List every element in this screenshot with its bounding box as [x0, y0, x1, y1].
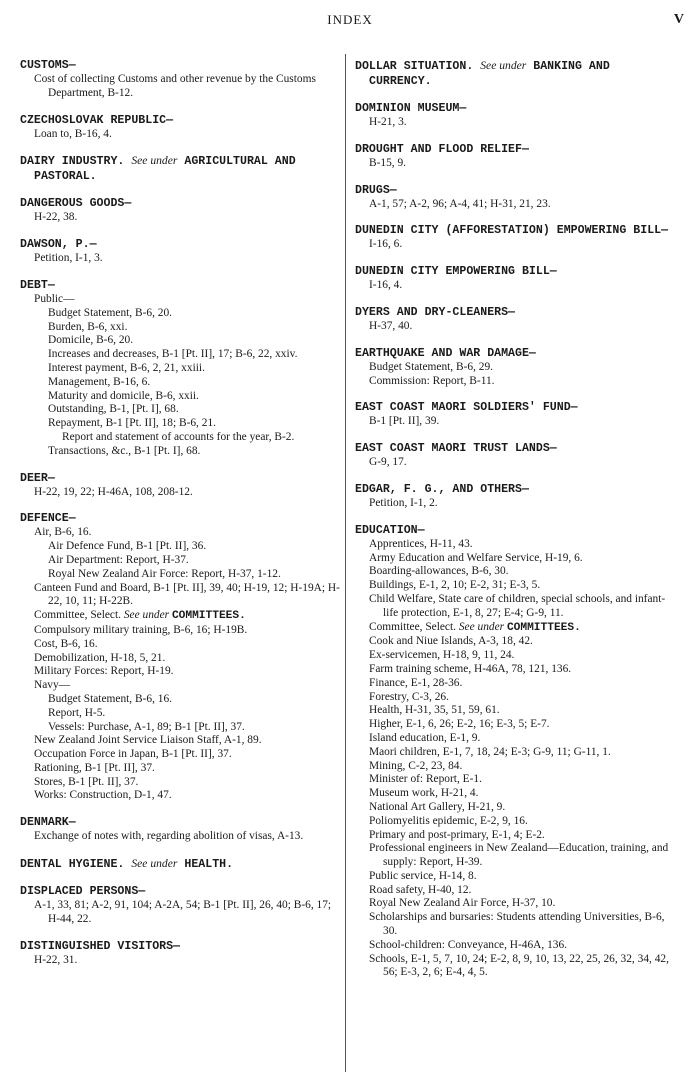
index-entry [355, 482, 675, 511]
subentry-text: A-1, 33, 81; A-2, 91, 104; A-2A, 54; B-1 [Pt. II], 26, 40; B-6, 17; H-44, 22. [34, 899, 332, 925]
subentry-text: Health, H-31, 35, 51, 59, 61. [369, 704, 500, 717]
subentry-text: Burden, B-6, xxi. [48, 320, 128, 333]
index-subentry [355, 732, 675, 746]
index-entry [355, 523, 675, 981]
index-subentry [20, 954, 340, 968]
index-subentry [20, 899, 340, 927]
subentry-text: Navy— [34, 679, 71, 692]
index-subentry [20, 293, 340, 307]
index-heading-text: DAIRY INDUSTRY. [20, 155, 125, 169]
subentry-text: Canteen Fund and Board, B-1 [Pt. II], 39, 40; H-19, 12; H-19A; H-22, 10, 11; H-22B. [34, 581, 340, 608]
column-divider [345, 54, 346, 1072]
index-heading [20, 58, 340, 73]
index-subentry [20, 252, 340, 266]
index-heading-text: DAWSON, P.— [20, 238, 97, 252]
index-heading [355, 264, 675, 279]
index-entry [20, 815, 340, 844]
index-heading [355, 441, 675, 456]
index-entry [20, 113, 340, 142]
subentry-text: Forestry, C-3, 26. [369, 690, 449, 703]
index-subentry [355, 456, 675, 470]
index-subentry [20, 776, 340, 790]
index-subentry [20, 445, 340, 459]
index-entry [20, 511, 340, 803]
subentry-text: H-22, 19, 22; H-46A, 108, 208-12. [34, 485, 193, 498]
index-subentry [355, 116, 675, 130]
see-under-note: See under [123, 609, 170, 622]
index-entry [355, 305, 675, 334]
index-heading-text: DENTAL HYGIENE. [20, 858, 125, 872]
subentry-text: H-21, 3. [369, 116, 407, 128]
subentry-text: School-children: Conveyance, H-46A, 136. [369, 938, 568, 951]
index-subentry [355, 691, 675, 705]
index-column-left [20, 58, 340, 979]
index-heading [355, 223, 675, 238]
subentry-text: Petition, I-1, 2. [369, 496, 438, 509]
index-heading-text: DUNEDIN CITY (AFFORESTATION) EMPOWERING BILL— [355, 224, 669, 238]
index-heading-text: DEFENCE— [20, 512, 76, 526]
index-heading-text: DISTINGUISHED VISITORS— [20, 939, 181, 953]
index-subentry [355, 911, 675, 939]
subentry-text: Maturity and domicile, B-6, xxii. [48, 389, 199, 402]
page-number: V [673, 12, 684, 27]
index-entry [355, 223, 675, 252]
subentry-text: Museum work, H-21, 4. [369, 787, 479, 800]
index-heading-text: EAST COAST MAORI TRUST LANDS— [355, 442, 557, 456]
subentry-text: Committee, Select. [369, 620, 456, 633]
subentry-text: Royal New Zealand Air Force, H-37, 10. [369, 897, 556, 910]
subentry-text: G-9, 17. [369, 456, 407, 469]
index-subentry [355, 746, 675, 760]
index-subentry [20, 334, 340, 348]
cross-reference: BANKING AND CURRENCY. [369, 60, 610, 88]
subentry-text: Mining, C-2, 23, 84. [369, 759, 463, 772]
index-subentry [20, 707, 340, 721]
index-subentry [355, 801, 675, 815]
index-heading [355, 101, 675, 116]
index-subentry [355, 635, 675, 649]
subentry-text: B-1 [Pt. II], 39. [369, 415, 440, 428]
index-heading [20, 278, 340, 293]
subentry-text: I-16, 6. [369, 238, 403, 251]
index-subentry [20, 348, 340, 362]
index-heading-text: EDUCATION— [355, 523, 425, 537]
index-heading-text: DOMINION MUSEUM— [355, 102, 467, 115]
index-heading [355, 346, 675, 361]
subentry-text: Committee, Select. [34, 609, 121, 622]
index-entry [20, 278, 340, 459]
index-heading [355, 523, 675, 538]
page-header [0, 12, 700, 34]
subentry-text: Report and statement of accounts for the year, B-2. [62, 430, 295, 443]
subentry-text: Rationing, B-1 [Pt. II], 37. [34, 761, 155, 774]
index-entry [355, 58, 675, 89]
subentry-text: Finance, E-1, 28-36. [369, 676, 463, 689]
subentry-text: Child Welfare, State care of children, special schools, and infant-life protection, E-1, 8, 27; E-4; G-9, 11. [369, 592, 666, 619]
subentry-text: Army Education and Welfare Service, H-19, 6. [369, 551, 583, 564]
subentry-text: Road safety, H-40, 12. [369, 883, 472, 896]
subentry-text: B-15, 9. [369, 156, 407, 169]
subentry-text: Vessels: Purchase, A-1, 89; B-1 [Pt. II], 37. [48, 720, 245, 733]
index-subentry [20, 789, 340, 803]
index-subentry [355, 375, 675, 389]
index-heading [355, 183, 675, 198]
index-subentry [355, 415, 675, 429]
index-entry [355, 142, 675, 171]
index-heading-text: DEBT— [20, 278, 55, 292]
index-subentry [20, 762, 340, 776]
index-entry [355, 101, 675, 130]
index-subentry [20, 540, 340, 554]
index-subentry [355, 939, 675, 953]
index-subentry [20, 568, 340, 582]
index-heading [20, 237, 340, 252]
index-subentry [20, 830, 340, 844]
index-heading-text: CZECHOSLOVAK REPUBLIC— [20, 113, 174, 127]
page-title: INDEX [327, 12, 373, 27]
subentry-text: Schools, E-1, 5, 7, 10, 24; E-2, 8, 9, 10, 13, 22, 25, 26, 32, 34, 42, 56; E-3, 2, 6; E-4, 4, 5. [369, 952, 669, 979]
index-subentry [20, 624, 340, 638]
index-subentry [355, 552, 675, 566]
see-under-note: See under [458, 620, 505, 633]
index-heading-text: EDGAR, F. G., AND OTHERS— [355, 482, 529, 496]
index-heading [20, 815, 340, 830]
index-heading [355, 305, 675, 320]
subentry-text: Air, B-6, 16. [34, 526, 92, 539]
index-heading [355, 58, 675, 89]
index-subentry [20, 211, 340, 225]
subentry-text: Budget Statement, B-6, 20. [48, 306, 173, 319]
index-subentry [20, 403, 340, 417]
subentry-text: Budget Statement, B-6, 16. [48, 692, 173, 705]
index-entry [20, 58, 340, 101]
index-entry [20, 939, 340, 968]
index-subentry [355, 870, 675, 884]
index-heading [20, 113, 340, 128]
index-heading-text: DANGEROUS GOODS— [20, 197, 132, 211]
index-subentry [20, 431, 340, 445]
subentry-text: I-16, 4. [369, 279, 403, 292]
index-entry [20, 196, 340, 225]
index-entry [355, 183, 675, 212]
index-subentry [355, 884, 675, 898]
index-subentry [355, 677, 675, 691]
see-under-note: See under [480, 59, 527, 72]
cross-reference: AGRICULTURAL AND PASTORAL. [34, 155, 296, 184]
index-heading-text: EAST COAST MAORI SOLDIERS' FUND— [355, 401, 578, 415]
index-subentry [355, 320, 675, 334]
index-subentry [355, 718, 675, 732]
index-subentry [20, 73, 340, 101]
index-subentry [20, 128, 340, 142]
index-subentry [20, 582, 340, 610]
subentry-text: Cook and Niue Islands, A-3, 18, 42. [369, 635, 533, 648]
index-subentry [355, 815, 675, 829]
index-subentry [20, 321, 340, 335]
index-heading-text: DOLLAR SITUATION. [355, 60, 474, 73]
index-heading [20, 884, 340, 899]
index-entry [20, 153, 340, 184]
subentry-text: Cost of collecting Customs and other revenue by the Customs Department, B-12. [34, 73, 316, 99]
index-subentry [20, 390, 340, 404]
cross-reference: COMMITTEES. [171, 610, 246, 623]
index-entry [20, 856, 340, 872]
subentry-text: Farm training scheme, H-46A, 78, 121, 136. [369, 662, 572, 675]
index-heading-text: DUNEDIN CITY EMPOWERING BILL— [355, 265, 557, 279]
subentry-text: Transactions, &c., B-1 [Pt. I], 68. [48, 444, 201, 457]
index-subentry [20, 362, 340, 376]
subentry-text: Poliomyelitis epidemic, E-2, 9, 16. [369, 814, 528, 827]
subentry-text: Professional engineers in New Zealand—Education, training, and supply: Report, H-39. [369, 842, 669, 869]
index-subentry [20, 734, 340, 748]
subentry-text: Works: Construction, D-1, 47. [34, 789, 172, 802]
index-heading [20, 511, 340, 526]
subentry-text: Stores, B-1 [Pt. II], 37. [34, 775, 139, 788]
subentry-text: Maori children, E-1, 7, 18, 24; E-3; G-9, 11; G-11, 1. [369, 745, 611, 758]
subentry-text: Public— [34, 292, 75, 305]
subentry-text: Outstanding, B-1, [Pt. I], 68. [48, 403, 179, 416]
subentry-text: Boarding-allowances, B-6, 30. [369, 565, 509, 578]
index-heading [355, 482, 675, 497]
subentry-text: Petition, I-1, 3. [34, 252, 103, 265]
index-subentry [355, 579, 675, 593]
subentry-text: H-22, 38. [34, 211, 78, 224]
subentry-text: Management, B-16, 6. [48, 375, 151, 388]
index-subentry [355, 361, 675, 375]
see-under-note: See under [131, 857, 178, 871]
index-entry [20, 471, 340, 500]
subentry-text: Minister of: Report, E-1. [369, 773, 482, 786]
index-subentry [355, 198, 675, 212]
subentry-text: Domicile, B-6, 20. [48, 334, 134, 347]
index-heading-text: CUSTOMS— [20, 59, 76, 72]
subentry-text: Primary and post-primary, E-1, 4; E-2. [369, 828, 545, 841]
index-subentry [355, 704, 675, 718]
subentry-text: Buildings, E-1, 2, 10; E-2, 31; E-3, 5. [369, 579, 541, 592]
index-subentry [355, 649, 675, 663]
index-subentry [20, 554, 340, 568]
index-heading [20, 196, 340, 211]
subentry-text: H-22, 31. [34, 953, 78, 966]
index-subentry [20, 376, 340, 390]
subentry-text: Scholarships and bursaries: Students attending Universities, B-6, 30. [369, 911, 665, 938]
subentry-text: New Zealand Joint Service Liaison Staff, A-1, 89. [34, 734, 262, 747]
index-subentry [355, 663, 675, 677]
index-subentry [20, 638, 340, 652]
index-entry [20, 884, 340, 927]
subentry-text: Occupation Force in Japan, B-1 [Pt. II], 37. [34, 748, 232, 761]
subentry-text: Report, H-5. [48, 706, 106, 719]
index-subentry [355, 497, 675, 511]
index-subentry [20, 748, 340, 762]
subentry-text: Compulsory military training, B-6, 16; H-19B. [34, 623, 248, 636]
subentry-text: Air Defence Fund, B-1 [Pt. II], 36. [48, 540, 207, 553]
subentry-text: Increases and decreases, B-1 [Pt. II], 17; B-6, 22, xxiv. [48, 348, 298, 361]
index-heading [20, 856, 340, 872]
index-subentry [355, 842, 675, 870]
index-subentry [355, 157, 675, 171]
index-entry [20, 237, 340, 266]
subentry-text: Higher, E-1, 6, 26; E-2, 16; E-3, 5; E-7. [369, 718, 550, 731]
subentry-text: Loan to, B-16, 4. [34, 127, 112, 140]
subentry-text: Royal New Zealand Air Force: Report, H-37, 1-12. [48, 567, 281, 580]
index-subentry [20, 721, 340, 735]
index-entry [355, 400, 675, 429]
cross-reference: HEALTH. [184, 858, 234, 872]
index-subentry [20, 679, 340, 693]
index-entry [355, 346, 675, 389]
subentry-text: Public service, H-14, 8. [369, 869, 477, 882]
index-subentry [355, 787, 675, 801]
subentry-text: Demobilization, H-18, 5, 21. [34, 651, 166, 664]
index-subentry [355, 538, 675, 552]
index-heading-text: DENMARK— [20, 816, 76, 830]
index-heading [20, 153, 340, 184]
index-subentry [20, 486, 340, 500]
index-entry [355, 441, 675, 470]
index-subentry [20, 693, 340, 707]
index-subentry [20, 417, 340, 431]
index-heading-text: DISPLACED PERSONS— [20, 885, 146, 899]
index-subentry [355, 773, 675, 787]
subentry-text: National Art Gallery, H-21, 9. [369, 800, 506, 813]
index-entry [355, 264, 675, 293]
index-column-right [355, 58, 675, 992]
index-subentry [355, 593, 675, 621]
index-heading-text: EARTHQUAKE AND WAR DAMAGE— [355, 346, 536, 360]
index-subentry [20, 609, 340, 624]
index-subentry [355, 238, 675, 252]
index-heading-text: DYERS AND DRY-CLEANERS— [355, 305, 516, 319]
index-subentry [20, 307, 340, 321]
subentry-text: H-37, 40. [369, 319, 413, 332]
index-subentry [355, 565, 675, 579]
subentry-text: Repayment, B-1 [Pt. II], 18; B-6, 21. [48, 417, 216, 430]
subentry-text: Cost, B-6, 16. [34, 637, 98, 650]
subentry-text: Exchange of notes with, regarding abolition of visas, A-13. [34, 830, 304, 843]
subentry-text: Budget Statement, B-6, 29. [369, 360, 494, 373]
subentry-text: Interest payment, B-6, 2, 21, xxiii. [48, 361, 205, 374]
index-subentry [355, 279, 675, 293]
index-heading [355, 142, 675, 157]
subentry-text: Ex-servicemen, H-18, 9, 11, 24. [369, 649, 515, 662]
cross-reference: COMMITTEES. [506, 621, 581, 634]
subentry-text: Apprentices, H-11, 43. [369, 537, 473, 550]
index-subentry [355, 829, 675, 843]
index-subentry [20, 526, 340, 540]
see-under-note: See under [131, 154, 178, 168]
subentry-text: A-1, 57; A-2, 96; A-4, 41; H-31, 21, 23. [369, 197, 551, 210]
index-subentry [20, 652, 340, 666]
index-heading-text: DRUGS— [355, 183, 397, 197]
index-heading [20, 471, 340, 486]
index-subentry [355, 621, 675, 636]
index-subentry [355, 897, 675, 911]
index-subentry [20, 665, 340, 679]
subentry-text: Military Forces: Report, H-19. [34, 665, 174, 678]
index-heading [20, 939, 340, 954]
subentry-text: Island education, E-1, 9. [369, 731, 481, 744]
index-heading [355, 400, 675, 415]
index-subentry [355, 760, 675, 774]
subentry-text: Air Department: Report, H-37. [48, 553, 189, 566]
index-heading-text: DROUGHT AND FLOOD RELIEF— [355, 142, 529, 156]
index-heading-text: DEER— [20, 471, 55, 485]
index-subentry [355, 953, 675, 981]
subentry-text: Commission: Report, B-11. [369, 374, 495, 387]
